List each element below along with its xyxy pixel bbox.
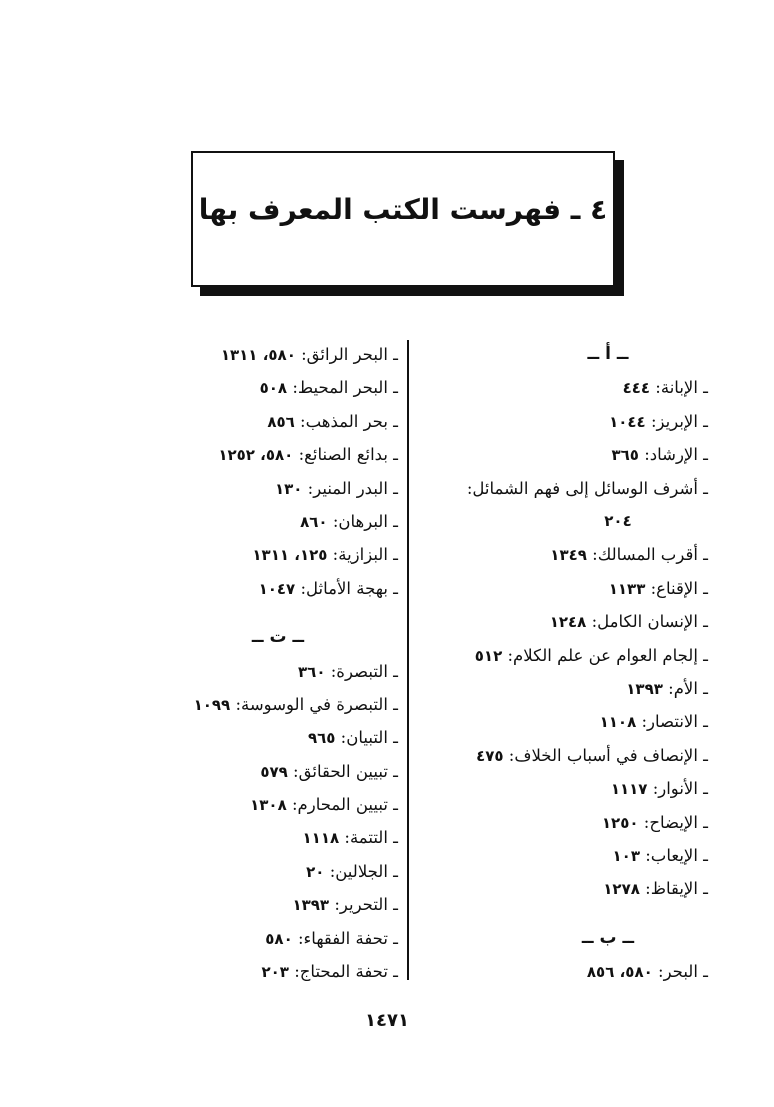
index-entry (388, 705, 708, 738)
book-title: ـ أقرب المسالك: (592, 545, 708, 565)
book-title: ـ التبصرة في الوسوسة: (235, 694, 398, 714)
index-entry (98, 572, 398, 605)
page-refs: ١١١٧ (610, 780, 648, 799)
page-refs: ٤٤٤ (622, 379, 651, 398)
section-header: ــ ت ــ (251, 627, 305, 648)
page-refs: ١٣٤٩ (550, 546, 587, 565)
index-entry (388, 472, 708, 539)
page-refs: ٥٧٩ (260, 762, 288, 781)
book-title: ـ إلجام العوام عن علم الكلام: (507, 645, 708, 665)
index-entry (98, 438, 398, 471)
book-title: ـ أشرف الوسائل إلى فهم الشمائل: (466, 478, 708, 498)
page-refs: ١٠٩٩ (193, 695, 231, 714)
book-title: ـ بحر المذهب: (300, 411, 398, 431)
index-entry (388, 438, 708, 471)
index-entry (388, 405, 708, 438)
page-refs: ٢٠٤ (604, 511, 632, 530)
page-refs: ٥٨٠، ٨٥٦ (586, 963, 653, 982)
index-entry (388, 672, 708, 705)
index-entry (98, 821, 398, 854)
page-refs: ٩٦٥ (307, 729, 336, 748)
index-entry (98, 922, 398, 955)
book-title: ـ التبيان: (340, 728, 398, 748)
book-title: ـ بهجة الأماثل: (300, 578, 398, 598)
page-refs: ١٣٩٣ (292, 896, 330, 915)
page-refs: ٣٦٥ (611, 446, 639, 465)
index-column-left (98, 338, 398, 988)
index-entry (98, 655, 398, 688)
section-gap (388, 906, 708, 922)
book-title: ـ الإرشاد: (644, 445, 708, 465)
index-entry (98, 688, 398, 721)
book-title: ـ الجلالين: (329, 861, 398, 881)
index-entry (98, 405, 398, 438)
book-title: ـ البحر: (658, 962, 708, 982)
page-refs: ٢٠٣ (261, 963, 289, 982)
book-title: ـ الانتصار: (641, 712, 708, 732)
page-refs: ٨٦٠ (300, 512, 328, 531)
page-refs: ١٣٩٣ (626, 679, 663, 698)
book-title: ـ تحفة الفقهاء: (297, 928, 398, 948)
index-entry (98, 371, 398, 404)
book-title: ـ البرهان: (332, 511, 398, 531)
index-entry (98, 538, 398, 571)
page-refs: ٣٦٠ (298, 662, 326, 681)
book-title: ـ الإنصاف في أسباب الخلاف: (508, 745, 708, 765)
book-title: ـ البزازية: (332, 545, 398, 565)
book-title: ـ التبصرة: (330, 661, 398, 681)
index-entry (388, 839, 708, 872)
index-entry (98, 888, 398, 921)
index-column-right (388, 338, 708, 988)
page-refs: ١٢٤٨ (549, 613, 587, 632)
page-refs: ٥٨٠ (265, 929, 293, 948)
page-refs: ١٠٤٤ (609, 412, 646, 431)
book-title: ـ الإيضاح: (643, 812, 708, 832)
section-header: ــ أ ــ (587, 344, 629, 364)
index-entry (98, 755, 398, 788)
index-entry (98, 855, 398, 888)
book-title: ـ الإيقاظ: (645, 879, 708, 899)
index-entry (98, 955, 398, 988)
index-entry (98, 505, 398, 538)
index-entry (98, 472, 398, 505)
index-entry (388, 371, 708, 404)
index-entry (98, 721, 398, 754)
book-title: ـ الأم: (668, 678, 708, 698)
index-entry (388, 572, 708, 605)
index-entry (388, 955, 708, 988)
section-header: ــ ب ــ (581, 927, 635, 948)
page-refs: ٥٨٠، ١٣١١ (220, 346, 296, 364)
page-refs: ٢٠ (306, 862, 325, 881)
book-title: ـ بدائع الصنائع: (298, 445, 398, 465)
page-refs: ٨٥٦ (267, 412, 295, 431)
page-refs: ١٢٥٠ (601, 813, 639, 832)
page-refs: ١٠٣ (612, 846, 640, 865)
index-entry (98, 338, 398, 371)
page-refs: ١٢٧٨ (603, 880, 640, 899)
page-refs: ١٣٠ (274, 479, 303, 498)
page-refs: ١١١٨ (302, 829, 340, 848)
index-entry (388, 739, 708, 772)
title-box (191, 151, 615, 287)
book-title: ـ البحر المحيط: (292, 378, 398, 398)
book-title: ـ تبيين الحقائق: (293, 761, 398, 781)
book-title: ـ البحر الرائق: (301, 345, 398, 364)
index-entry (388, 639, 708, 672)
book-title: ـ الإقناع: (650, 578, 708, 598)
index-entry (388, 538, 708, 571)
index-entry (388, 772, 708, 805)
book-title: ـ التتمة: (344, 828, 398, 848)
book-title: ـ البدر المنير: (307, 478, 398, 498)
index-entry (388, 806, 708, 839)
index-entry (388, 872, 708, 905)
index-entry (98, 788, 398, 821)
book-title: ـ الإنسان الكامل: (591, 612, 708, 632)
index-entry (388, 605, 708, 638)
page-refs: ١١٣٣ (608, 579, 646, 598)
book-title: ـ الإيعاب: (645, 845, 708, 865)
page-refs: ١١٠٨ (599, 713, 637, 732)
page-refs: ٥١٢ (474, 646, 503, 665)
book-title: ـ الإبريز: (650, 411, 708, 431)
page-title: ٤ ـ فهرست الكتب المعرف بها (198, 193, 608, 226)
page-refs: ١٠٤٧ (258, 579, 296, 598)
section-gap (98, 605, 398, 621)
page-refs: ١٣٠٨ (250, 796, 287, 815)
page-refs: ٤٧٥ (476, 746, 504, 765)
page-number: ١٤٧١ (365, 1010, 409, 1031)
page-refs: ٥٨٠، ١٢٥٢ (218, 446, 294, 465)
page-refs: ٥٠٨ (259, 379, 288, 398)
book-title: ـ الإبانة: (655, 378, 708, 398)
book-title: ـ التحرير: (334, 895, 398, 915)
page-refs: ١٢٥، ١٣١١ (252, 546, 328, 565)
book-title: ـ الأنوار: (652, 779, 708, 799)
book-title: ـ تبيين المحارم: (292, 795, 398, 815)
book-title: ـ تحفة المحتاج: (294, 962, 398, 982)
